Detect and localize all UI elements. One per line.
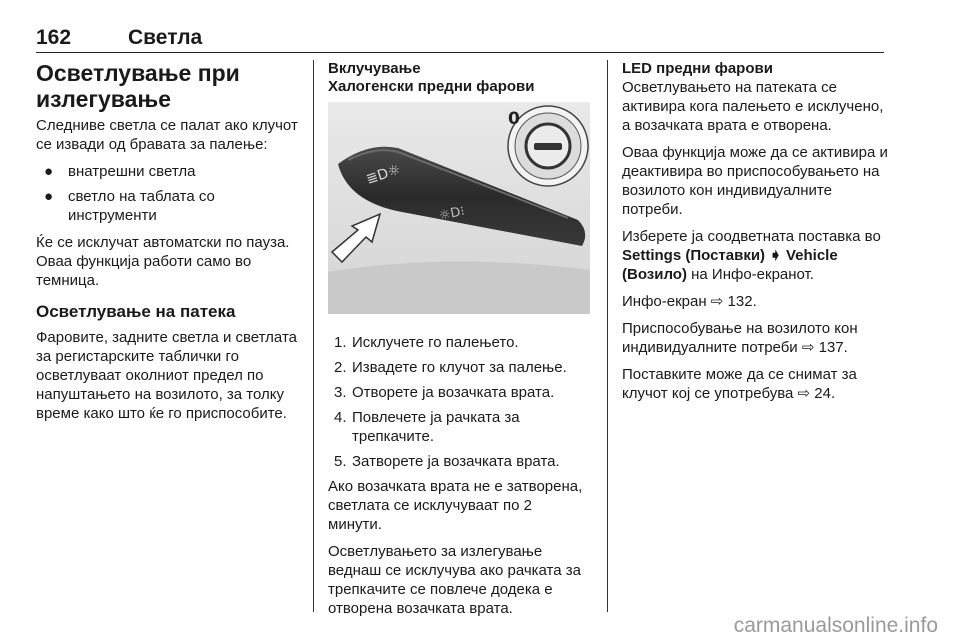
section-heading: Вклучување: [328, 60, 421, 77]
bullet-icon: ●: [44, 188, 54, 205]
page-number: 162: [36, 26, 72, 49]
column-divider-1: [313, 60, 314, 612]
svg-text:≣D☼: ≣D☼: [364, 161, 403, 188]
watermark: carmanualsonline.info: [733, 614, 938, 637]
switch-off-paragraph: Осветлувањето за излегување веднаш се исклучува ако рачката за трепкачите се повлече додека е отворена возачката врата.: [328, 543, 581, 617]
list-item: 5. Затворете ја возачката врата.: [334, 453, 560, 470]
lever-illustration: [328, 102, 590, 314]
list-item: 1. Исклучете го палењето.: [334, 334, 519, 351]
column-3: [622, 60, 892, 411]
section-heading: LED предни фарови: [622, 60, 773, 77]
reference-key-settings: Поставките може да се снимат за клучот кој се употребува ⇨ 24.: [622, 366, 857, 402]
page-header: [36, 26, 884, 53]
vehicle-menu-path: Vehicle (Возило): [622, 247, 838, 283]
key-position-label: 0: [508, 109, 520, 129]
chapter-title: Светла: [128, 26, 203, 49]
settings-menu-path: Settings (Поставки): [622, 247, 766, 264]
reference-info-display: Инфо-екран ⇨ 132.: [622, 293, 757, 310]
svg-text:☼D⁝: ☼D⁝: [437, 203, 467, 224]
column-2: [328, 60, 590, 626]
activation-paragraph: Оваа функција може да се активира и деактивира во приспособувањето на возилото кон индивидуалните потреби.: [622, 144, 888, 218]
steps-list: [328, 333, 590, 471]
menu-arrow-icon: ➧: [769, 247, 782, 264]
section-heading: Осветлување при излегување: [36, 60, 240, 112]
bullet-icon: ●: [44, 163, 54, 180]
column-1: [36, 60, 298, 431]
intro-paragraph: Следниве светла се палат ако клучот се извади од бравата за палење:: [36, 117, 298, 153]
settings-paragraph: Изберете ја соодветната поставка во Settings (Поставки) ➧ Vehicle (Возило) на Инфо-екранот.: [622, 228, 881, 283]
page-reference-icon: ⇨: [801, 339, 815, 356]
page-reference-icon: ⇨: [710, 293, 724, 310]
door-open-paragraph: Ако возачката врата не е затворена, светлата се исклучуваат по 2 минути.: [328, 478, 583, 533]
reference-personalization: Приспособување на возилото кон индивидуалните потреби ⇨ 137.: [622, 320, 858, 356]
light-list: [36, 162, 298, 225]
column-divider-2: [607, 60, 608, 612]
auto-off-paragraph: Ќе се исклучат автоматски по пауза. Оваа функција работи само во темница.: [36, 234, 290, 289]
list-item: ● внатрешни светла: [44, 163, 196, 180]
list-item: 4. Повлечете ја рачката за трепкачите.: [334, 409, 520, 445]
led-paragraph: Осветлувањето на патеката се активира кога палењето е исклучено, а возачката врата е отворена.: [622, 79, 884, 134]
subsection-heading: Халогенски предни фарови: [328, 78, 535, 95]
subsection-heading: Осветлување на патека: [36, 302, 236, 321]
path-light-paragraph: Фаровите, задните светла и светлата за регистарските таблички го осветлуваат околниот предел по напуштањето на возилото, за толку време како што ќе го приспособите.: [36, 329, 297, 422]
list-item: ● светло на таблата со инструменти: [44, 188, 215, 224]
list-item: 2. Извадете го клучот за палење.: [334, 359, 567, 376]
page-reference-icon: ⇨: [797, 385, 811, 402]
list-item: 3. Отворете ја возачката врата.: [334, 384, 555, 401]
